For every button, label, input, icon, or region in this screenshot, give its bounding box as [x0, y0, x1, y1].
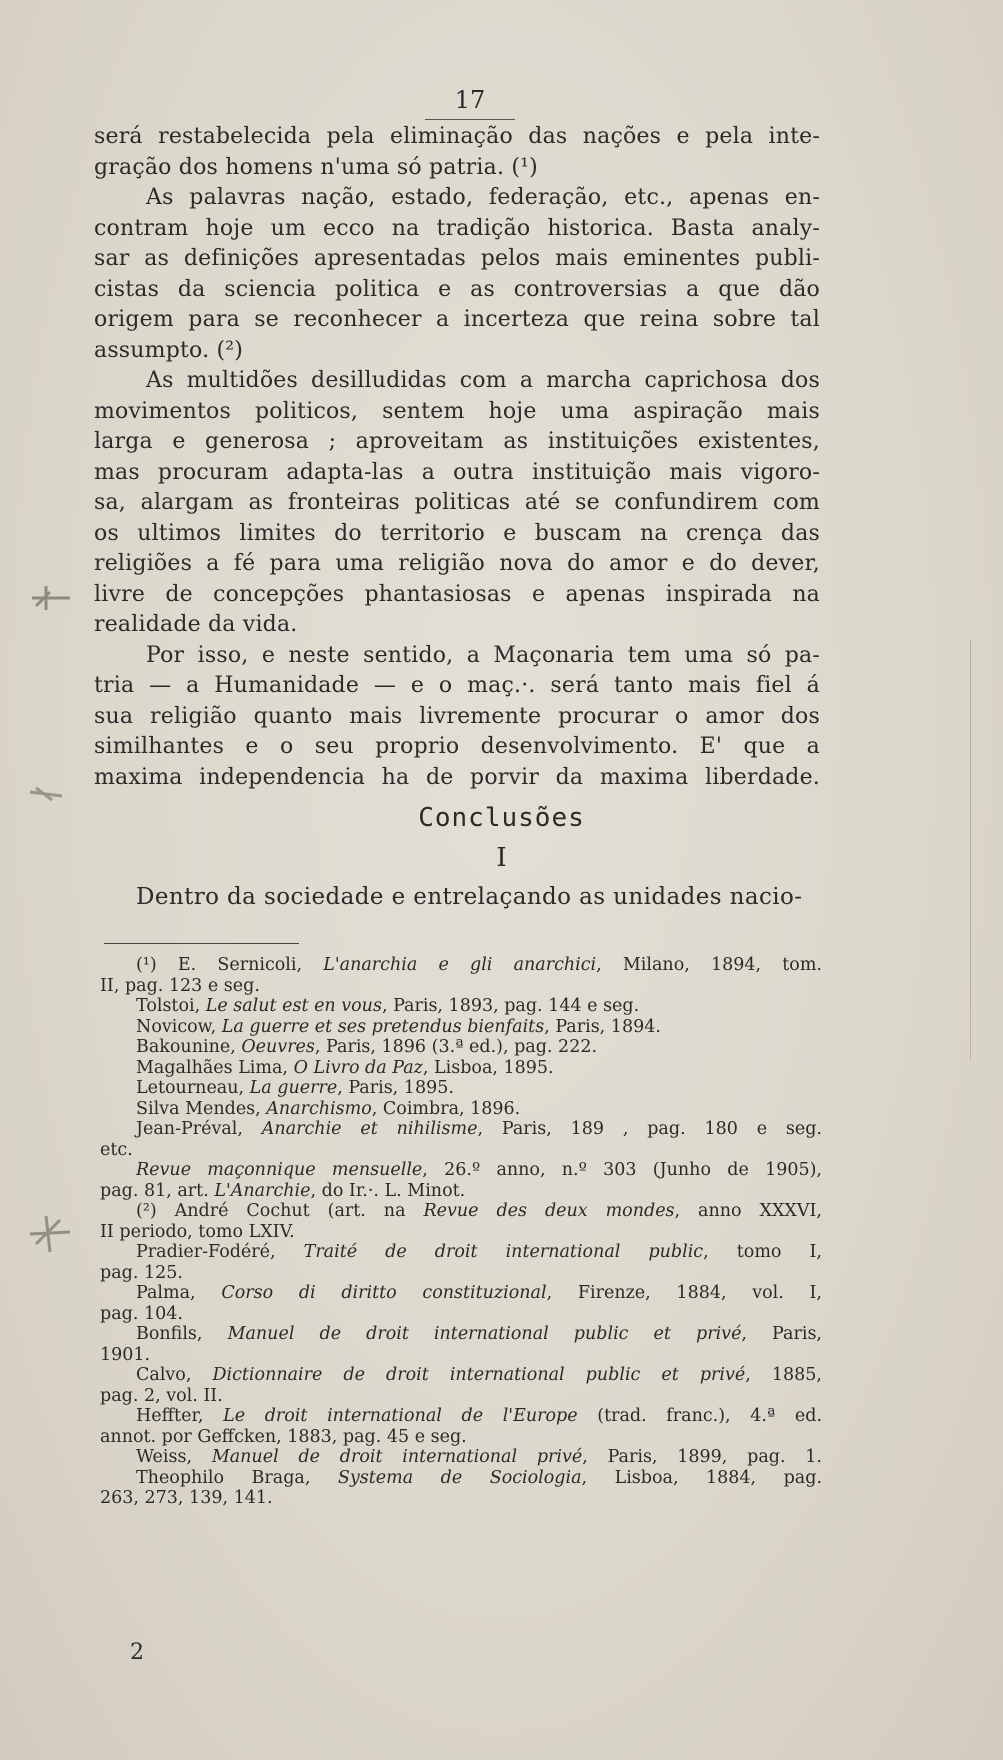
footnotes: [100, 955, 822, 1509]
text-line: realidade da vida.: [94, 612, 298, 637]
footnote-line: Revue maçonnique mensuelle, 26.º anno, n.º 303 (Junho de 1905),: [136, 1160, 822, 1180]
show-through-mark-icon: [26, 782, 66, 806]
text-line: sa, alargam as fronteiras politicas até se confundirem com: [94, 490, 820, 515]
footnote-line: Heffter, Le droit international de l'Europe (trad. franc.), 4.ª ed.: [136, 1406, 822, 1426]
footnote-line: 1901.: [100, 1344, 151, 1365]
text-line: livre de concepções phantasiosas e apenas inspirada na: [94, 581, 820, 607]
text-line: será restabelecida pela eliminação das nações e pela inte-: [94, 124, 820, 149]
footnote-line: annot. por Geffcken, 1883, pag. 45 e seg.: [100, 1426, 467, 1447]
footnote-line: Weiss, Manuel de droit international privé, Paris, 1899, pag. 1.: [136, 1447, 822, 1467]
footnote-line: etc.: [100, 1139, 133, 1160]
text-line: religiões a fé para uma religião nova do amor e do dever,: [94, 551, 820, 576]
footnote-line: II periodo, tomo LXIV.: [100, 1221, 295, 1242]
footnote-line: Novicow, La guerre et ses pretendus bienfaits, Paris, 1894.: [136, 1016, 661, 1037]
text-line: origem para se reconhecer a incerteza que reina sobre tal: [94, 307, 820, 332]
section-first-line: Dentro da sociedade e entrelaçando as unidades nacio-: [136, 884, 803, 910]
text-line: contram hoje um ecco na tradição historica. Basta analy-: [94, 215, 820, 241]
footnote-line: Silva Mendes, Anarchismo, Coimbra, 1896.: [136, 1098, 521, 1119]
footnote-line: Bakounine, Oeuvres, Paris, 1896 (3.ª ed.), pag. 222.: [136, 1037, 598, 1057]
section-number: I: [496, 843, 507, 873]
section-heading: Conclusões: [418, 803, 585, 833]
footnote-line: pag. 2, vol. II.: [100, 1385, 223, 1406]
footnote-line: 263, 273, 139, 141.: [100, 1488, 273, 1508]
footnote-line: Tolstoi, Le salut est en vous, Paris, 1893, pag. 144 e seg.: [136, 996, 640, 1016]
text-line: sua religião quanto mais livremente procurar o amor dos: [94, 703, 820, 729]
footnote-line: Palma, Corso di diritto constituzional, Firenze, 1884, vol. I,: [136, 1283, 822, 1303]
text-line: cistas da sciencia politica e as controversias a que dão: [94, 276, 820, 302]
text-line: larga e generosa ; aproveitam as instituições existentes,: [94, 429, 820, 454]
text-line: movimentos politicos, sentem hoje uma aspiração mais: [94, 398, 820, 424]
page-number-rule: [425, 119, 515, 120]
text-line: Por isso, e neste sentido, a Maçonaria tem uma só pa-: [146, 642, 820, 668]
footnote-rule: [104, 943, 299, 944]
show-through-mark-icon: [24, 1210, 76, 1258]
footnote-line: (¹) E. Sernicoli, L'anarchia e gli anarchici, Milano, 1894, tom.: [136, 955, 822, 975]
text-line: sar as definições apresentadas pelos mais eminentes publi-: [94, 246, 820, 271]
text-line: As multidões desilludidas com a marcha caprichosa dos: [146, 368, 820, 393]
text-line: similhantes e o seu proprio desenvolvimento. E' que a: [94, 734, 820, 759]
signature-mark: 2: [130, 1640, 144, 1665]
text-line: gração dos homens n'uma só patria. (¹): [94, 154, 538, 180]
footnote-line: (²) André Cochut (art. na Revue des deux mondes, anno XXXVI,: [136, 1201, 822, 1221]
footnote-line: Theophilo Braga, Systema de Sociologia, Lisboa, 1884, pag.: [136, 1467, 822, 1488]
text-line: os ultimos limites do territorio e buscam na crença das: [94, 520, 820, 546]
body-text: [94, 122, 820, 793]
footnote-line: II, pag. 123 e seg.: [100, 975, 260, 996]
footnote-line: pag. 81, art. L'Anarchie, do Ir.·. L. Minot.: [100, 1180, 466, 1201]
footnote-line: pag. 125.: [100, 1262, 183, 1283]
text-line: As palavras nação, estado, federação, etc., apenas en-: [146, 185, 820, 210]
text-line: tria — a Humanidade — e o maç.·. será tanto mais fiel á: [94, 673, 820, 698]
text-line: maxima independencia ha de porvir da maxima liberdade.: [94, 764, 820, 790]
page-number: 17: [454, 86, 486, 114]
footnote-line: Bonfils, Manuel de droit international public et privé, Paris,: [136, 1324, 822, 1344]
footnote-line: Pradier-Fodéré, Traité de droit international public, tomo I,: [136, 1242, 822, 1262]
footnote-line: Magalhães Lima, O Livro da Paz, Lisboa, 1895.: [136, 1057, 554, 1078]
footnote-line: Letourneau, La guerre, Paris, 1895.: [136, 1078, 454, 1098]
text-line: assumpto. (²): [94, 337, 244, 363]
show-through-mark-icon: [22, 578, 78, 618]
footnote-line: pag. 104.: [100, 1303, 183, 1324]
page-edge-line: [970, 640, 971, 1060]
footnote-line: Calvo, Dictionnaire de droit international public et privé, 1885,: [136, 1365, 822, 1385]
footnote-line: Jean-Préval, Anarchie et nihilisme, Paris, 189 , pag. 180 e seg.: [136, 1119, 822, 1139]
text-line: mas procuram adapta-las a outra instituição mais vigoro-: [94, 459, 820, 485]
